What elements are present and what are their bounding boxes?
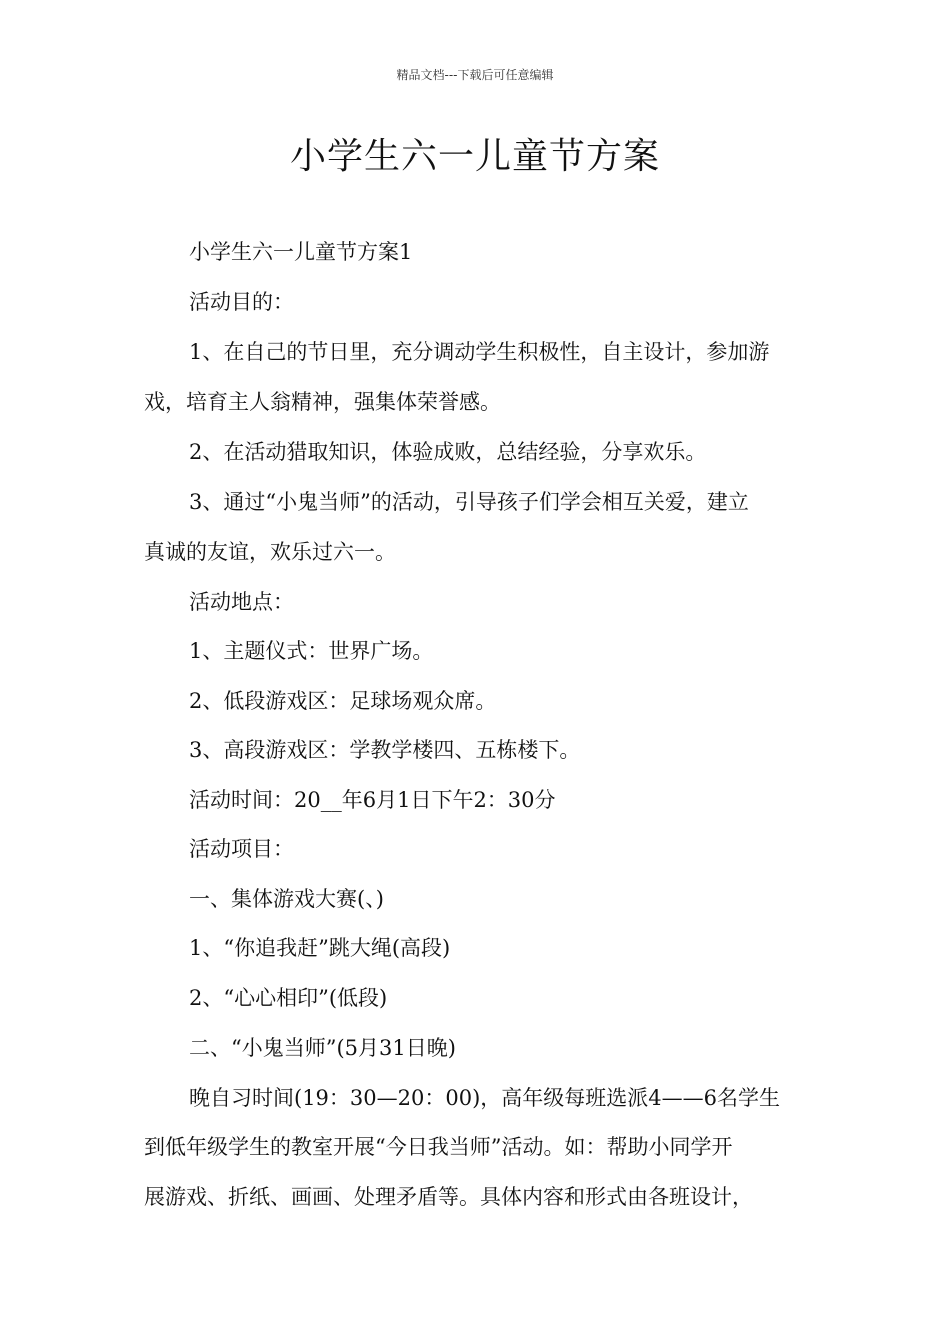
paragraph-line: 2、在活动猎取知识，体验成败，总结经验，分享欢乐。 (189, 440, 707, 464)
document-title: 小学生六一儿童节方案 (289, 136, 660, 177)
paragraph-line: 二、“小鬼当师”(5月31日晚) (189, 1036, 456, 1060)
paragraph-line: 到低年级学生的教室开展“今日我当师”活动。如：帮助小同学开 (144, 1135, 733, 1159)
paragraph-line: 活动项目： (189, 837, 294, 861)
paragraph-line: 1、主题仪式：世界广场。 (189, 639, 434, 663)
section-heading: 小学生六一儿童节方案1 (189, 240, 413, 264)
paragraph-line: 戏，培育主人翁精神，强集体荣誉感。 (144, 390, 501, 414)
paragraph-line: 展游戏、折纸、画画、处理矛盾等。具体内容和形式由各班设计， (144, 1185, 753, 1209)
paragraph-line: 活动地点： (189, 590, 294, 614)
paragraph-line: 1、在自己的节日里，充分调动学生积极性，自主设计，参加游 (189, 340, 770, 364)
paragraph-line: 3、通过“小鬼当师”的活动，引导孩子们学会相互关爱，建立 (189, 490, 749, 514)
paragraph-line: 2、低段游戏区：足球场观众席。 (189, 689, 497, 713)
paragraph-line: 2、“心心相印”(低段) (189, 986, 388, 1010)
paragraph-line: 活动时间：20__年6月1日下午2：30分 (189, 788, 556, 812)
paragraph-line: 真诚的友谊，欢乐过六一。 (144, 540, 396, 564)
paragraph-line: 3、高段游戏区：学教学楼四、五栋楼下。 (189, 738, 581, 762)
paragraph-line: 一、集体游戏大赛(、) (189, 887, 384, 911)
paragraph-line: 1、“你追我赶”跳大绳(高段) (189, 936, 451, 960)
paragraph-line: 晚自习时间(19：30—20：00)，高年级每班选派4——6名学生 (189, 1086, 780, 1110)
paragraph-line: 活动目的： (189, 290, 294, 314)
header-note: 精品文档---下载后可任意编辑 (396, 68, 554, 82)
